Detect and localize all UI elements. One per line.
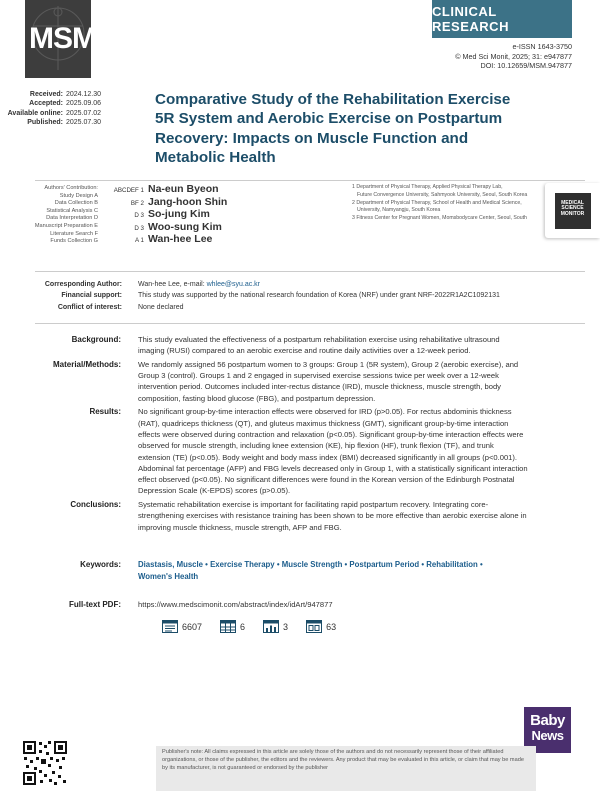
date-row: Received: 2024.12.30	[29, 91, 102, 98]
divider	[35, 323, 585, 324]
author-row: ABCDEF 1 Na-eun Byeon	[113, 183, 219, 195]
references-icon	[306, 620, 322, 633]
word-count: 6607	[162, 620, 202, 633]
medical-science-monitor-logo[interactable]: MEDICAL SCIENCE MONITOR	[545, 183, 600, 238]
article-info	[0, 279, 600, 313]
contribution-legend: Authors' Contribution: Study Design A Data Collection B Statistical Analysis C Data Interpretation D Manuscript Preparation E Literature Search F Funds Collection G	[34, 185, 98, 245]
author-name[interactable]: Woo-sung Kim	[148, 220, 222, 233]
abstract-background: Background: This study evaluated the effectiveness of a postpartum rehabilitation exercise using rehabilitative ultrasound imaging (RUSI) compared to an aerobic exercise and routine daily activities over a 12-week period.	[71, 335, 500, 356]
email-link[interactable]: whlee@syu.ac.kr	[206, 281, 261, 288]
table-count: 6	[220, 620, 245, 633]
copyright: © Med Sci Monit, 2025; 31: e947877	[455, 51, 572, 61]
article-stats	[162, 620, 354, 633]
publisher-note: Publisher's note: All claims expressed in this article are solely those of the authors and do not necessarily represent those of their affiliated organizations, or those of the publisher, the editors and the reviewers. Any product that may be evaluated in this article, or claim that may be made by its manufacturer, is not guaranteed or endorsed by the publisher	[156, 746, 536, 791]
fulltext-link[interactable]: https://www.medscimonit.com/abstract/index/idArt/947877	[138, 600, 333, 609]
document-icon	[162, 620, 178, 633]
fulltext-pdf: Full-text PDF: https://www.medscimonit.com/abstract/index/idArt/947877	[69, 600, 333, 609]
table-icon	[220, 620, 236, 633]
date-row: Published: 2025.07.30	[27, 118, 102, 126]
author-name[interactable]: Na-eun Byeon	[148, 183, 219, 195]
divider	[35, 180, 585, 181]
author-list	[100, 183, 350, 246]
qr-code-icon[interactable]	[22, 740, 68, 786]
article-title: Comparative Study of the Rehabilitation Exercise 5R System and Aerobic Exercise on Postpartum Recovery: Impacts on Muscle Function and Metabolic Health	[155, 91, 511, 166]
logo-text: MSM	[29, 22, 96, 55]
reference-count: 63	[306, 620, 336, 633]
financial-support-row: Financial support: This study was supported by the national research foundation of Korea (NRF) under grant NRF-2022R1A2C1092131	[61, 292, 500, 300]
date-row: Accepted: 2025.09.06	[29, 100, 102, 108]
journal-logo	[25, 0, 96, 78]
affiliations: 1 Department of Physical Therapy, Applied Physical Therapy Lab, Future Convergence University, Sahmyook University, Seoul, South Korea 2 Department of Physical Therapy, School of Health and Medical Science, University, Namyangju, South Korea 3 Fitness Center for Pregnant Women, Momsbodycare Center, Seoul, South	[352, 184, 528, 222]
corresponding-author-row: Corresponding Author: Wan-hee Lee, e-mail: whlee@syu.ac.kr	[44, 281, 261, 288]
article-type-badge: CLINICAL RESEARCH	[432, 0, 572, 38]
keywords-list[interactable]: Diastasis, Muscle • Exercise Therapy • Muscle Strength • Postpartum Period • Rehabilitation • Women's Health	[138, 560, 483, 581]
chart-icon	[263, 620, 279, 633]
author-row: D 3 So-jung Kim	[134, 208, 210, 220]
figure-count: 3	[263, 620, 288, 633]
abstract-conclusions: Conclusions: Systematic rehabilitation exercise is important for facilitating rapid postpartum recovery. Integrating core-strengthening exercises with resistance training has been shown to be more effective than aerobic exercise alone in improving muscle thickness, muscle strength, AFP and FBG.	[70, 500, 527, 532]
article-dates	[0, 90, 110, 127]
author-row: D 3 Woo-sung Kim	[134, 220, 222, 233]
author-row: BF 2 Jang-hoon Shin	[130, 195, 228, 208]
abstract-methods: Material/Methods: We randomly assigned 56 postpartum women to 3 groups: Group 1 (5R system), Group 2 (aerobic exercise), and Group 3 (control). Groups 1 and 2 engaged in supervised exercise sessions twice per week over a 12-week intervention period. Outcomes included inter-rectus distance (IRD), muscle thickness, muscle strength, body composition, fasting blood glucose (FBG), and postpartum depression.	[52, 359, 519, 403]
doi[interactable]: DOI: 10.12659/MSM.947877	[480, 61, 572, 70]
abstract-results: Results: No significant group-by-time interaction effects were observed for IRD (p>0.05). For rectus abdominis thickness (RAT), quadriceps thickness (QT), and gluteus maximus thickness (GMT), significant group-by-time interaction effects were observed during contraction and relaxation (p<0.05). Significant group-by-time interaction effects were observed for muscle strength, including knee extension (KE), hip flexion (HF), trunk flexion (TF), and trunk extension (TE) (p<0.05). Body weight and body mass index (BMI) decreased significantly in all groups (p<0.001). Abdominal fat percentage (AFP) and FBG levels decreased only in Group 1, with a statistically significant interaction effect observed (p<0.05). No significant differences were found in the Korean version of the Edinburgh Postnatal Depression Scale (K-EPDS) scores (p>0.05).	[89, 407, 528, 496]
journal-meta	[455, 42, 572, 71]
conflict-row: Conflict of interest: None declared	[57, 303, 184, 311]
author-name[interactable]: Wan-hee Lee	[148, 233, 213, 245]
abstract	[0, 334, 600, 535]
date-row: Available online: 2025.07.02	[7, 109, 102, 117]
keywords: Keywords: Diastasis, Muscle • Exercise Therapy • Muscle Strength • Postpartum Period • Rehabilitation • Women's Health	[0, 559, 600, 583]
babynews-watermark: Baby News	[524, 707, 571, 753]
divider	[35, 271, 585, 272]
author-row: A 1 Wan-hee Lee	[135, 233, 213, 245]
eissn: e-ISSN 1643-3750	[512, 42, 572, 51]
author-name[interactable]: So-jung Kim	[148, 208, 210, 220]
author-name[interactable]: Jang-hoon Shin	[148, 195, 228, 208]
